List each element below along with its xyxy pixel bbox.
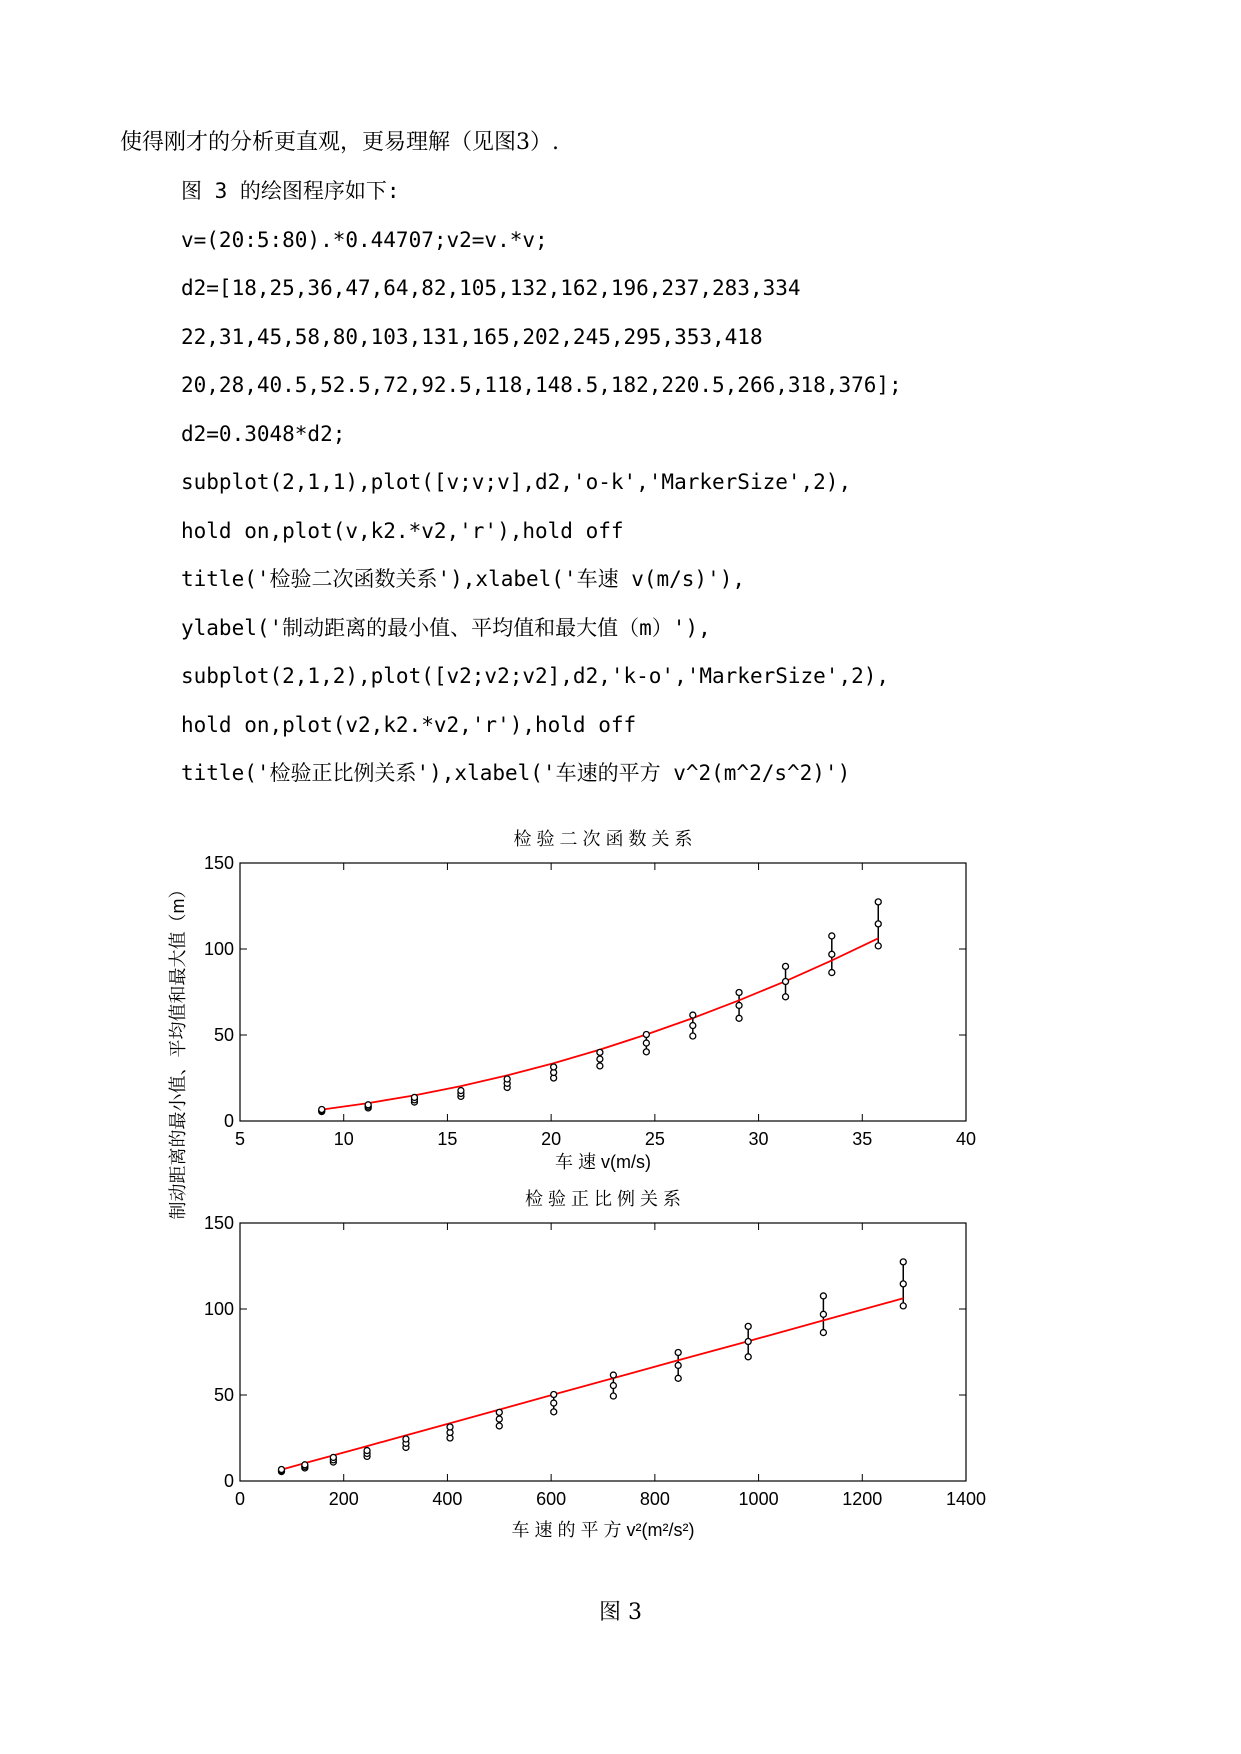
data-point [736,990,742,996]
data-point [829,951,835,957]
code-line: hold on,plot(v,k2.*v2,'r'),hold off [181,519,624,543]
data-point [551,1400,557,1406]
data-point [900,1281,906,1287]
data-point [551,1064,557,1070]
x-tick-label: 35 [852,1129,873,1149]
y-tick-label: 0 [223,1111,234,1131]
data-point [403,1436,409,1442]
data-point [643,1031,649,1037]
data-point [458,1088,464,1094]
fit-line [322,938,879,1109]
data-point [302,1462,308,1468]
x-tick-label: 5 [234,1129,246,1149]
code-line: d2=0.3048*d2; [181,422,346,446]
data-point [736,1015,742,1021]
data-point [447,1424,453,1430]
code-line: 图 3 的绘图程序如下: [181,179,400,203]
code-line: title('检验二次函数关系'),xlabel('车速 v(m/s)'), [181,567,746,591]
data-point [745,1339,751,1345]
data-point [875,921,881,927]
figure-3 [0,820,1241,1560]
data-point [675,1362,681,1368]
data-point [875,899,881,905]
data-point [278,1466,284,1472]
code-line: title('检验正比例关系'),xlabel('车速的平方 v^2(m^2/s^2)') [181,761,851,785]
code-line: subplot(2,1,1),plot([v;v;v],d2,'o-k','MarkerSize',2), [181,470,852,494]
data-point [690,1023,696,1029]
data-point [496,1409,502,1415]
data-point [610,1393,616,1399]
data-point [783,963,789,969]
y-tick-label: 0 [223,1471,234,1491]
data-point [745,1354,751,1360]
data-point [597,1056,603,1062]
code-line: 22,31,45,58,80,103,131,165,202,245,295,353,418 [181,325,763,349]
data-point [643,1049,649,1055]
data-point [820,1293,826,1299]
data-point [690,1012,696,1018]
code-line: subplot(2,1,2),plot([v2;v2;v2],d2,'k-o','MarkerSize',2), [181,664,890,688]
y-tick-label: 100 [203,939,234,959]
data-point [783,994,789,1000]
x-tick-label: 15 [437,1129,458,1149]
data-point [875,943,881,949]
x-tick-label: 0 [234,1489,246,1509]
data-point [829,970,835,976]
y-tick-label: 150 [203,1213,234,1233]
subplot-proportional [204,1189,986,1540]
data-point [783,979,789,985]
data-point [675,1375,681,1381]
x-tick-label: 1000 [738,1489,779,1509]
x-axis-label: 车 速 的 平 方 v²(m²/s²) [511,1520,695,1540]
chart-title: 检 验 正 比 例 关 系 [524,1189,682,1209]
data-point [364,1448,370,1454]
data-point [675,1350,681,1356]
y-tick-label: 50 [213,1025,234,1045]
data-point [504,1076,510,1082]
data-point [900,1303,906,1309]
data-point [610,1372,616,1378]
data-point [330,1454,336,1460]
x-tick-label: 40 [955,1129,977,1149]
data-point [690,1033,696,1039]
figure-caption: 图 3 [599,1600,642,1625]
data-point [496,1423,502,1429]
data-point [820,1311,826,1317]
data-point [643,1040,649,1046]
x-axis-label: 车 速 v(m/s) [555,1152,651,1172]
data-point [551,1409,557,1415]
data-point [829,933,835,939]
plot-frame [240,863,966,1121]
y-tick-label: 150 [203,853,234,873]
intro-paragraph: 使得刚才的分析更直观，更易理解（见图3）. [120,130,559,155]
code-line: ylabel('制动距离的最小值、平均值和最大值（m）'), [181,616,711,640]
code-line: hold on,plot(v2,k2.*v2,'r'),hold off [181,713,637,737]
data-point [610,1383,616,1389]
data-point [597,1049,603,1055]
code-line: v=(20:5:80).*0.44707;v2=v.*v; [181,228,548,252]
x-tick-label: 800 [639,1489,670,1509]
data-point [411,1094,417,1100]
x-tick-label: 200 [328,1489,359,1509]
x-tick-label: 400 [432,1489,463,1509]
x-tick-label: 30 [748,1129,769,1149]
data-point [319,1106,325,1112]
y-tick-label: 100 [203,1299,234,1319]
data-point [496,1416,502,1422]
code-line: d2=[18,25,36,47,64,82,105,132,162,196,237,283,334 [181,276,801,300]
x-tick-label: 10 [333,1129,354,1149]
plot-frame [240,1223,966,1481]
code-line: 20,28,40.5,52.5,72,92.5,118,148.5,182,220.5,266,318,376]; [181,373,902,397]
x-tick-label: 20 [541,1129,562,1149]
x-tick-label: 25 [644,1129,665,1149]
data-point [745,1323,751,1329]
x-tick-label: 1400 [945,1489,987,1509]
fit-line [282,1298,904,1469]
x-tick-label: 1200 [842,1489,883,1509]
data-point [365,1102,371,1108]
data-point [597,1063,603,1069]
data-point [820,1330,826,1336]
y-axis-label: 制动距离的最小值、平均值和最大值（m） [168,880,188,1220]
chart-title: 检 验 二 次 函 数 关 系 [513,829,693,849]
data-point [900,1259,906,1265]
subplot-quadratic [168,829,976,1220]
y-tick-label: 50 [213,1385,234,1405]
x-tick-label: 600 [536,1489,567,1509]
data-point [736,1002,742,1008]
data-point [551,1391,557,1397]
